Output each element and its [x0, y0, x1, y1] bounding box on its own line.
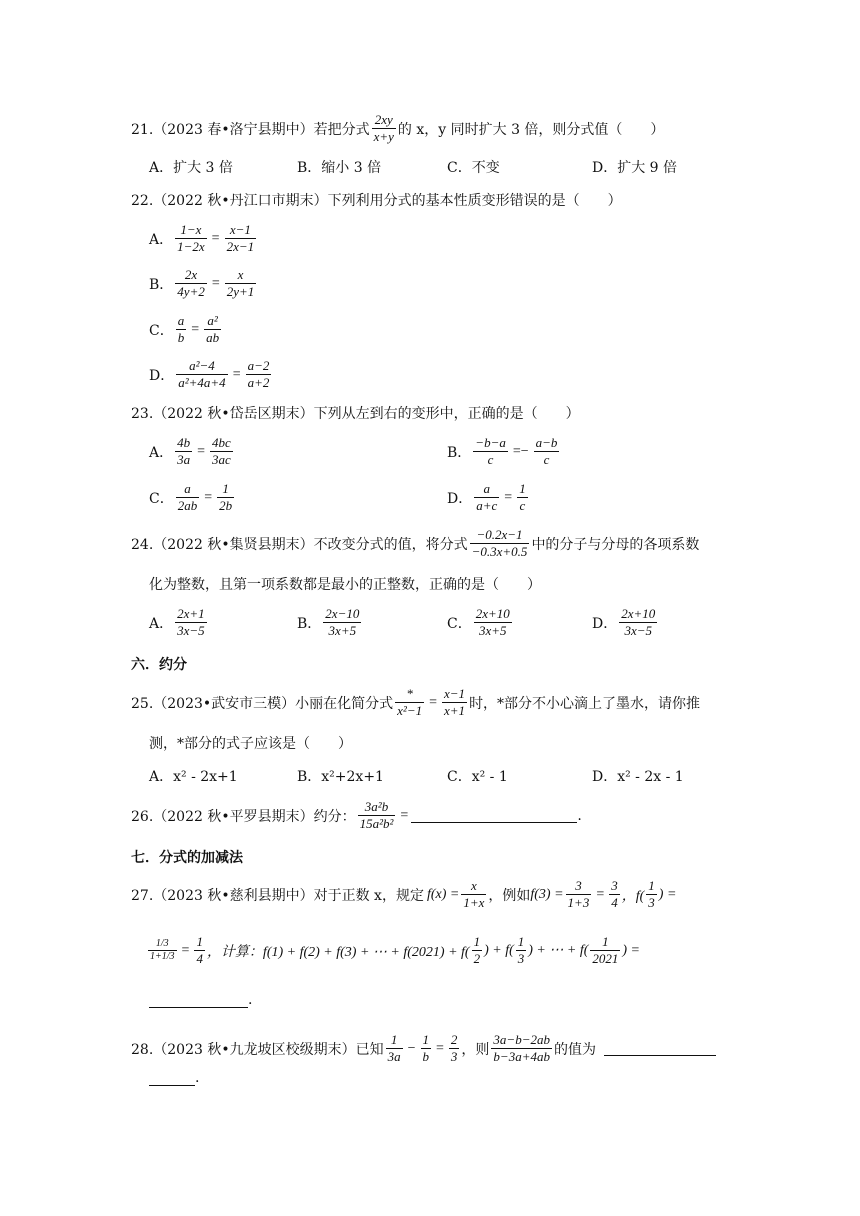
q27-answer-blank[interactable] [149, 993, 248, 1008]
q23-option-d[interactable]: D． $\frac{a}{a+c}$ = $\frac{1}{c}$ [447, 481, 526, 513]
q23-option-b[interactable]: B． $\frac{-b-a}{c}$ =− $\frac{a-b}{c}$ [447, 435, 558, 467]
question-23: 23.（2022 秋•岱岳区期末）下列从左到右的变形中，正确的是（ ） [131, 406, 580, 422]
q28-answer-blank-1[interactable] [604, 1041, 716, 1056]
q22-option-a[interactable]: A． $\frac{1-x}{1-2x}$ = $\frac{x-1}{2x-1}$ [149, 222, 255, 254]
q24-option-c[interactable]: C． $\frac{2x+10}{3x+5}$ [447, 606, 510, 638]
q22-option-c[interactable]: C． $\frac{a}{b}$ = $\frac{\text{a²}}{ab}$ [149, 313, 220, 345]
q22-option-d[interactable]: D． $\frac{\text{a²−4}}{\text{a²+4a+4}}$ = $\frac{a-2}{a+2}$ [149, 358, 270, 390]
q24-option-d[interactable]: D． $\frac{2x+10}{3x-5}$ [592, 606, 656, 638]
question-28: 28.（2023 秋•九龙坡区校级期末）已知 $\frac{1}{3a}$ − $\frac{1}{b}$ = $\frac{2}{3}$ ，则 $\frac{3a-b-2ab}{b-3a+4ab}$ 的值为 [131, 1032, 716, 1065]
q24-stem-line2: 化为整数，且第一项系数都是最小的正整数，正确的是（ ） [149, 577, 541, 593]
q22-option-b[interactable]: B． $\frac{2x}{4y+2}$ = $\frac{x}{2y+1}$ [149, 267, 255, 299]
q25-option-d[interactable]: D．x² - 2x - 1 [592, 769, 684, 785]
q21-stem-post: 的 x，y 同时扩大 3 倍，则分式值（ ） [397, 121, 665, 138]
q25-option-a[interactable]: A．x² - 2x+1 [149, 769, 238, 785]
q27-answer-line: . [149, 992, 252, 1008]
q25-option-c[interactable]: C．x² - 1 [447, 769, 508, 785]
question-22: 22.（2022 秋•丹江口市期末）下列利用分式的基本性质变形错误的是（ ） [131, 193, 622, 209]
section-6-heading: 六．约分 [131, 657, 187, 673]
section-7-heading: 七．分式的加减法 [131, 850, 243, 866]
question-24: 24.（2022 秋•集贤县期末）不改变分式的值，将分式 $\frac{-0.2x-1}{-0.3x+0.5}$ 中的分子与分母的各项系数 [131, 527, 700, 559]
q28-answer-blank-2[interactable] [149, 1071, 195, 1086]
q21-option-d[interactable]: D．扩大 9 倍 [592, 160, 678, 176]
q21-option-a[interactable]: A．扩大 3 倍 [149, 160, 233, 176]
q28-answer-line: . [149, 1070, 199, 1086]
q21-stem-pre: 21.（2023 春•洛宁县期中）若把分式 [131, 121, 370, 138]
q21-fraction: $\frac{2xy}{x+y}$ [373, 112, 394, 144]
q21-option-c[interactable]: C．不变 [447, 160, 500, 176]
q27-nested-fraction: $\frac{1/3}{1+1/3}$ [150, 938, 175, 962]
q23-option-a[interactable]: A． $\frac{4b}{3a}$ = $\frac{4bc}{3ac}$ [149, 435, 231, 467]
question-25: 25.（2023•武安市三模）小丽在化简分式 $\frac{*}{\text{x²−1}}$ = $\frac{x-1}{x+1}$ 时，*部分不小心滴上了墨水，请你推 [131, 686, 701, 718]
q21-option-b[interactable]: B．缩小 3 倍 [297, 160, 382, 176]
q23-option-c[interactable]: C． $\frac{a}{2ab}$ = $\frac{1}{2b}$ [149, 481, 233, 513]
q26-answer-blank[interactable] [411, 808, 577, 823]
question-27: 27.（2023 秋•慈利县期中）对于正数 x，规定 f(x) = $\frac{x}{1+x}$ ，例如 f(3) = $\frac{3}{1+3}$ = $\frac{3}{4}$ ，f( $\frac{1}{3}$ ) = [131, 878, 677, 910]
question-26: 26.（2022 秋•平罗县期末）约分： $\frac{\text{3a²b}}{\text{15a²b²}}$ = . [131, 799, 582, 831]
question-21 [131, 112, 664, 145]
q24-option-b[interactable]: B． $\frac{2x-10}{3x+5}$ [297, 606, 360, 638]
q24-fraction: $\frac{-0.2x-1}{-0.3x+0.5}$ [471, 527, 528, 559]
q25-option-b[interactable]: B．x²+2x+1 [297, 769, 384, 785]
q24-option-a[interactable]: A． $\frac{2x+1}{3x-5}$ [149, 606, 205, 638]
q25-stem-line2: 测，*部分的式子应该是（ ） [149, 736, 352, 752]
q27-line2: $\frac{1/3}{1+1/3}$ = $\frac{1}{4}$ ，计算：f(1) + f(2) + f(3) + ⋯ + f(2021) + f( $\frac{1}{2}$ ) + f( $\frac{1}{3}$ ) + ⋯ + f( $\frac{1}{2021}$ ) = [150, 934, 640, 966]
